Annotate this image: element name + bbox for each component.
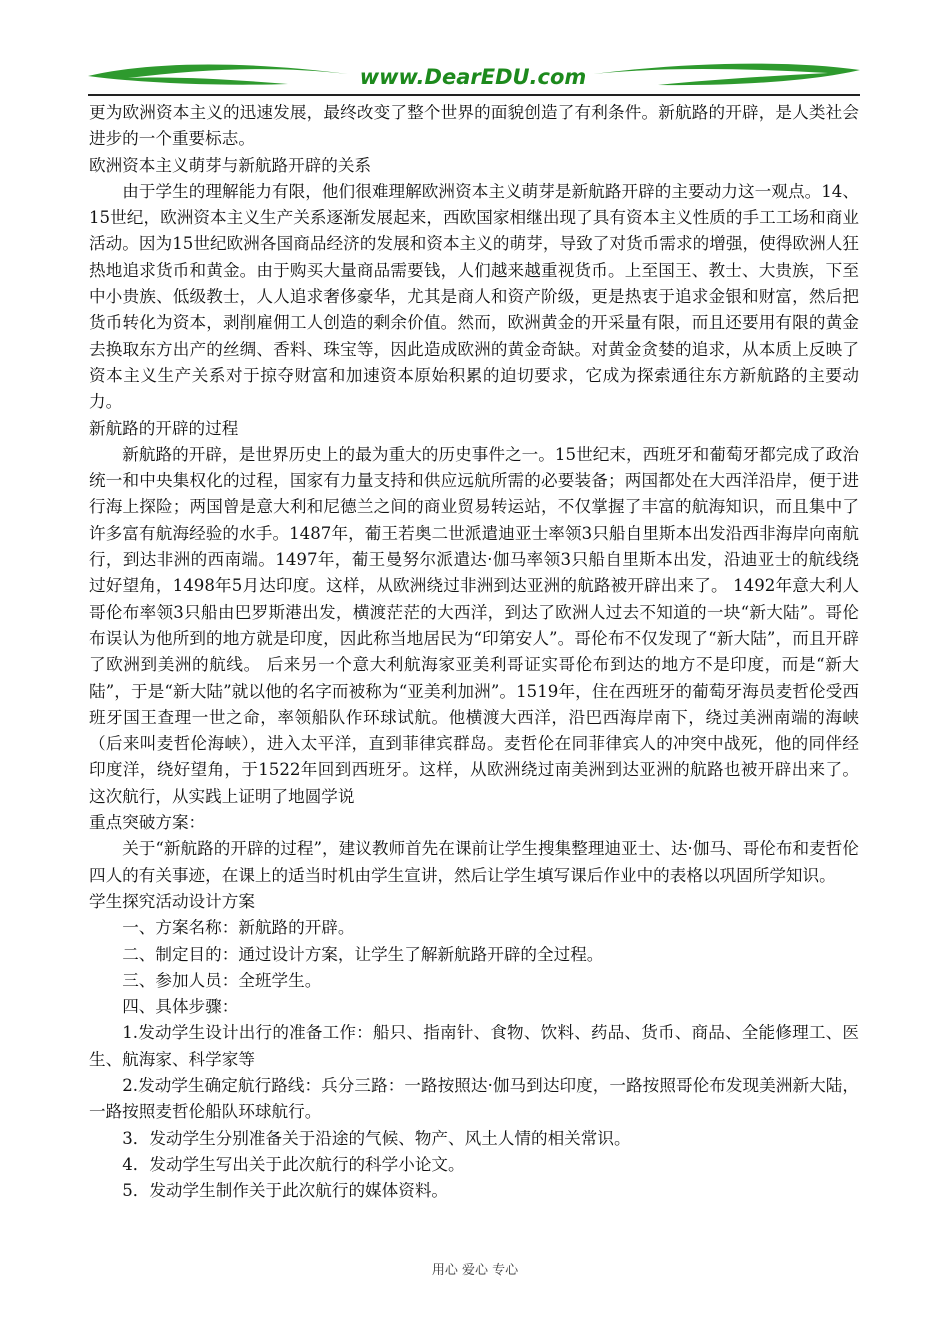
paragraph: 由于学生的理解能力有限，他们很难理解欧洲资本主义萌芽是新航路开辟的主要动力这一观点。14、15世纪，欧洲资本主义生产关系逐渐发展起来，西欧国家相继出现了具有资本主义性质的手工工场和商业活动。因为15世纪欧洲各国商品经济的发展和资本主义的萌芽，导致了对货币需求的增强，使得欧洲人狂热地追求货币和黄金。由于购买大量商品需要钱，人们越来越重视货币。上至国王、教士、大贵族，下至中小贵族、低级教士，人人追求奢侈豪华，尤其是商人和资产阶级，更是热衷于追求金银和财富，然后把货币转化为资本，剥削雇佣工人创造的剩余价值。然而，欧洲黄金的开采量有限，而且还要用有限的黄金去换取东方出产的丝绸、香料、珠宝等，因此造成欧洲的黄金奇缺。对黄金贪婪的追求，从本质上反映了资本主义生产关系对于掠夺财富和加速资本原始积累的迫切要求，它成为探索通往东方新航路的主要动力。 (89, 181, 859, 412)
paragraph: 关于“新航路的开辟的过程”，建议教师首先在课前让学生搜集整理迪亚士、达·伽马、哥伦布和麦哲伦四人的有关事迹，在课上的适当时机由学生宣讲，然后让学生填写课后作业中的表格以巩固所学知识。 (89, 839, 859, 885)
site-header-banner (88, 58, 860, 98)
paragraph: 4．发动学生写出关于此次航行的科学小论文。 (122, 1154, 465, 1174)
paragraph: 5．发动学生制作关于此次航行的媒体资料。 (122, 1181, 449, 1201)
paragraph: 二、制定目的：通过设计方案，让学生了解新航路开辟的全过程。 (122, 944, 604, 964)
page-footer: 用心 爱心 专心 (431, 1263, 519, 1278)
site-url: www.DearEDU.com (359, 65, 587, 89)
section-heading: 欧洲资本主义萌芽与新航路开辟的关系 (89, 155, 372, 175)
section-heading: 重点突破方案： (89, 813, 206, 833)
paragraph: 1.发动学生设计出行的准备工作：船只、指南针、食物、饮料、药品、货币、商品、全能修理工、医生、航海家、科学家等 (89, 1023, 859, 1069)
paragraph: 2.发动学生确定航行路线：兵分三路：一路按照达·伽马到达印度，一路按照哥伦布发现美洲新大陆，一路按照麦哲伦船队环球航行。 (89, 1075, 859, 1122)
paragraph: 3．发动学生分别准备关于沿途的气候、物产、风土人情的相关常识。 (122, 1128, 631, 1148)
section-heading: 学生探究活动设计方案 (89, 891, 255, 911)
leaf-swoosh-logo (88, 58, 860, 98)
paragraph: 三、参加人员：全班学生。 (122, 970, 322, 990)
paragraph: 新航路的开辟，是世界历史上的最为重大的历史事件之一。15世纪末，西班牙和葡萄牙都完成了政治统一和中央集权化的过程，国家有力量支持和供应远航所需的必要装备；两国都处在大西洋沿岸，便于进行海上探险；两国曾是意大利和尼德兰之间的商业贸易转运站，不仅掌握了丰富的航海知识，而且集中了许多富有航海经验的水手。1487年，葡王若奥二世派遣迪亚士率领3只船自里斯本出发沿西非海岸向南航行，到达非洲的西南端。1497年，葡王曼努尔派遣达·伽马率领3只船自里斯本出发，沿迪亚士的航线绕过好望角，1498年5月达印度。这样，从欧洲绕过非洲到达亚洲的航路被开辟出来了。 1492年意大利人哥伦布率领3只船由巴罗斯港出发，横渡茫茫的大西洋，到达了欧洲人过去不知道的一块“新大陆”。哥伦布误认为他所到的地方就是印度，因此称当地居民为“印第安人”。哥伦布不仅发现了“新大陆”，而且开辟了欧洲到美洲的航线。 后来另一个意大利航海家亚美利哥证实哥伦布到达的地方不是印度，而是“新大陆”，于是“新大陆”就以他的名字而被称为“亚美利加洲”。1519年，住在西班牙的葡萄牙海员麦哲伦受西班牙国王查理一世之命，率领船队作环球试航。他横渡大西洋，沿巴西海岸南下，绕过美洲南端的海峡（后来叫麦哲伦海峡），进入太平洋，直到菲律宾群岛。麦哲伦在同菲律宾人的冲突中战死，他的同伴经印度洋，绕好望角，于1522年回到西班牙。这样，从欧洲绕过南美洲到达亚洲的航路也被开辟出来了。这次航行，从实践上证明了地圆学说 (89, 444, 859, 806)
header-rule (88, 94, 860, 96)
paragraph: 一、方案名称：新航路的开辟。 (122, 918, 355, 938)
section-heading: 新航路的开辟的过程 (89, 418, 239, 438)
left-leaf-shape (88, 64, 348, 84)
document-body (89, 100, 859, 1204)
right-leaf-shape (593, 64, 860, 86)
paragraph: 四、具体步骤： (122, 997, 239, 1017)
paragraph: 更为欧洲资本主义的迅速发展，最终改变了整个世界的面貌创造了有利条件。新航路的开辟，是人类社会进步的一个重要标志。 (89, 103, 859, 149)
